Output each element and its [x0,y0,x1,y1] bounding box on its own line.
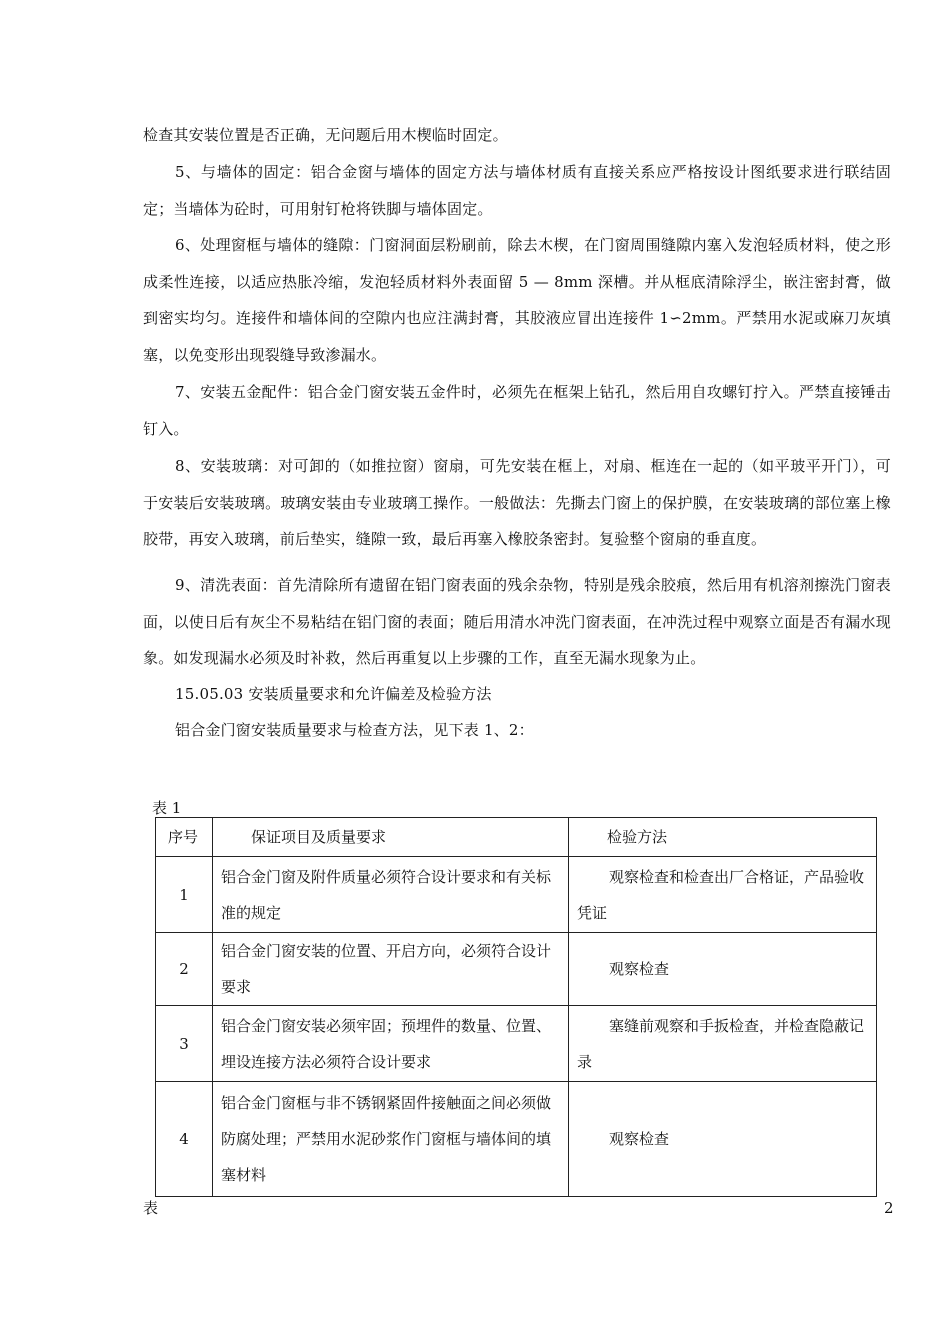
row-method [569,933,877,1006]
row-number: 3 [156,1006,213,1082]
paragraph-continuation: 检查其安装位置是否正确，无问题后用木楔临时固定。 [143,126,508,144]
section-heading: 15.05.03 安装质量要求和允许偏差及检验方法 [175,685,492,703]
row-method [569,1082,877,1197]
row-method-text: 观察检查和检查出厂合格证，产品验收凭证 [577,867,865,922]
table1-caption: 表 1 [152,799,182,817]
table2-caption-left: 表 [143,1199,159,1217]
row-number: 4 [156,1082,213,1197]
row-method [569,857,877,933]
row-requirement: 铝合金门窗安装的位置、开启方向，必须符合设计要求 [213,933,569,1006]
paragraph-step-7: 7、安装五金配件：铝合金门窗安装五金件时，必须先在框架上钻孔，然后用自攻螺钉拧入。严禁直接锤击钉入。 [143,383,891,438]
header-number: 序号 [156,818,213,857]
paragraph-step-9: 9、清洗表面：首先清除所有遗留在铝门窗表面的残余杂物，特别是残余胶痕，然后用有机溶剂擦洗门窗表面，以使日后有灰尘不易粘结在铝门窗的表面；随后用清水冲洗门窗表面，在冲洗过程中观察立面是否有漏水现象。如发现漏水必须及时补救，然后再重复以上步骤的工作，直至无漏水现象为止。 [143,576,891,667]
row-method-text: 观察检查 [609,1130,670,1148]
table-header-row [156,818,877,857]
row-requirement: 铝合金门窗框与非不锈钢紧固件接触面之间必须做防腐处理；严禁用水泥砂浆作门窗框与墙体间的填塞材料 [213,1082,569,1197]
paragraph-step-5: 5、与墙体的固定：铝合金窗与墙体的固定方法与墙体材质有直接关系应严格按设计图纸要求进行联结固定；当墙体为砼时，可用射钉枪将铁脚与墙体固定。 [143,163,891,218]
table-row [156,933,877,1006]
row-method-text: 塞缝前观察和手扳检查，并检查隐蔽记录 [577,1016,865,1071]
paragraph-step-8: 8、安装玻璃：对可卸的（如推拉窗）窗扇，可先安装在框上，对扇、框连在一起的（如平玻平开门），可于安装后安装玻璃。玻璃安装由专业玻璃工操作。一般做法：先撕去门窗上的保护膜，在安装玻璃的部位塞上橡胶带，再安入玻璃，前后垫实，缝隙一致，最后再塞入橡胶条密封。复验整个窗扇的垂直度。 [143,457,891,548]
paragraph-table-intro: 铝合金门窗安装质量要求与检查方法，见下表 1、2： [175,721,534,739]
row-number: 2 [156,933,213,1006]
row-requirement: 铝合金门窗及附件质量必须符合设计要求和有关标准的规定 [213,857,569,933]
header-method: 检验方法 [569,818,877,857]
table-row [156,1082,877,1197]
row-method [569,1006,877,1082]
paragraph-step-6: 6、处理窗框与墙体的缝隙：门窗洞面层粉刷前，除去木楔，在门窗周围缝隙内塞入发泡轻质材料，使之形成柔性连接，以适应热胀冷缩，发泡轻质材料外表面留 5 — 8mm 深槽。并从框底清除浮尘，嵌注密封膏，做到密实均匀。连接件和墙体间的空隙内也应注满封膏，其胶液应冒出连接件 1∽2mm。严禁用水泥或麻刀灰填塞，以免变形出现裂缝导致渗漏水。 [143,236,891,364]
row-method-text: 观察检查 [609,960,670,978]
row-number: 1 [156,857,213,933]
table-row [156,1006,877,1082]
table-row [156,857,877,933]
table2-caption-number: 2 [884,1199,894,1217]
header-requirement: 保证项目及质量要求 [213,818,569,857]
quality-requirements-table [155,817,877,1197]
row-requirement: 铝合金门窗安装必须牢固；预埋件的数量、位置、埋设连接方法必须符合设计要求 [213,1006,569,1082]
